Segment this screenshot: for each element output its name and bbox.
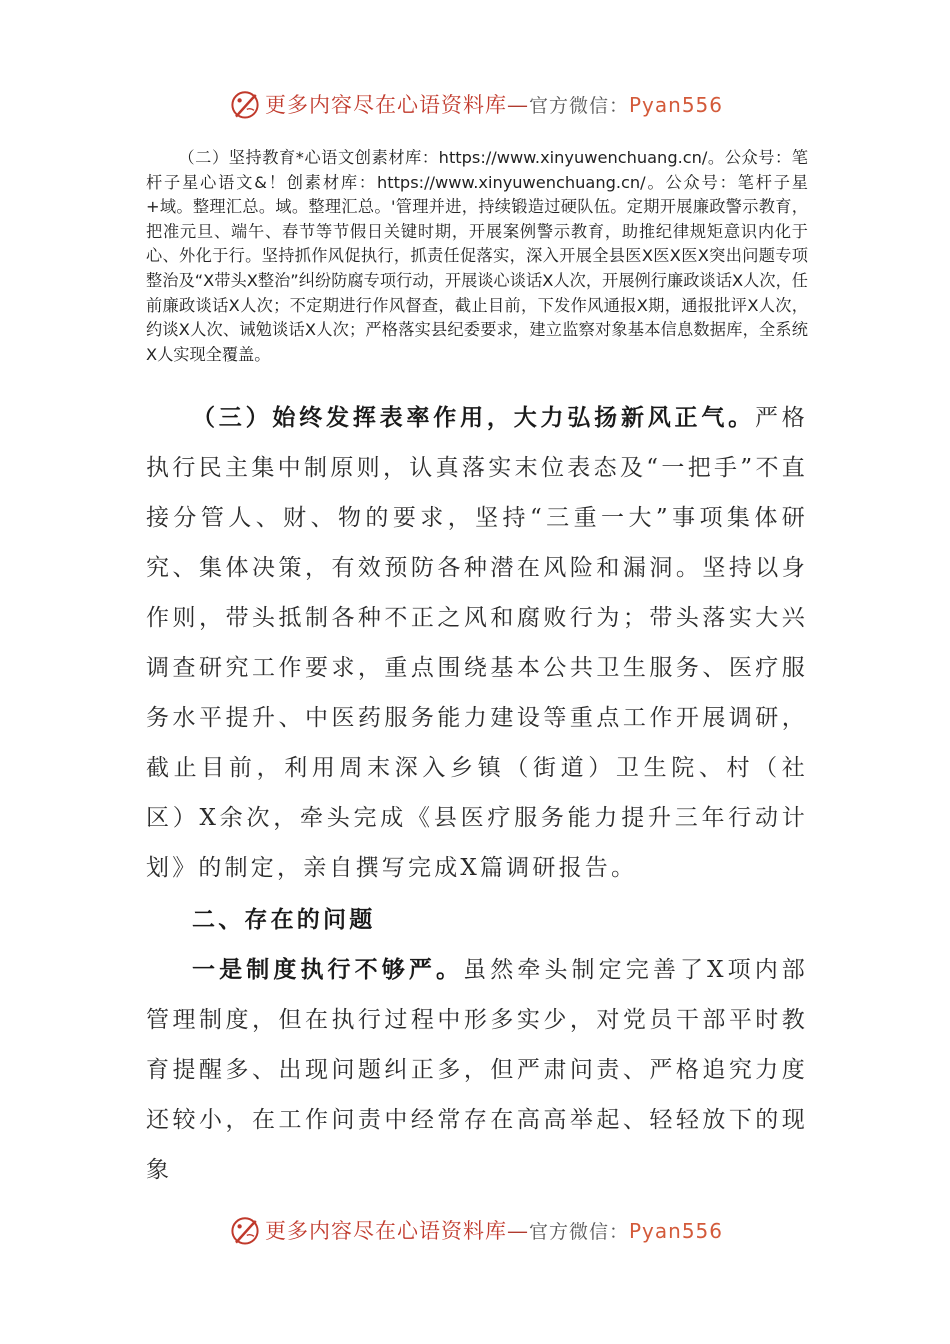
pen-nib-logo-icon [227, 86, 263, 122]
paragraph-three-body: 严格执行民主集中制原则，认真落实末位表态及“一把手”不直接分管人、财、物的要求，坚持“三重一大”事项集体研究、集体决策，有效预防各种潜在风险和漏洞。坚持以身作则，带头抵制各种不正之风和腐败行为；带头落实大兴调查研究工作要求，重点围绕基本公共卫生服务、医疗服务水平提升、中医药服务能力建设等重点工作开展调研，截止目前，利用周末深入乡镇（街道）卫生院、村（社区）X余次，牵头完成《县医疗服务能力提升三年行动计划》的制定，亲自撰写完成X篇调研报告。 [146, 405, 808, 881]
section-heading: 二、存在的问题 [192, 906, 376, 933]
banner-wechat-id: Pyan556 [629, 93, 724, 117]
banner-wechat-id: Pyan556 [629, 1219, 724, 1243]
banner-brand-text: 更多内容尽在心语资料库 [264, 93, 507, 117]
banner-wechat-label: 官方微信： [528, 95, 629, 117]
paragraph-four-lead: 一是制度执行不够严。 [192, 956, 464, 983]
paragraph-three [146, 393, 808, 893]
footer-banner [0, 1210, 950, 1250]
small-paragraph: （二）坚持教育*心语文创素材库：https://www.xinyuwenchuang.cn/。公众号：笔杆子星心语文&！创素材库：https://www.xinyuwenchuang.cn/。公众号：笔杆子星+域。整理汇总。域。整理汇总。'管理并进，持续锻造过硬队伍。定期开展廉政警示教育，把准元旦、端午、春节等节假日关键时期，开展案例警示教育，助推纪律规矩意识内化于心、外化于行。坚持抓作风促执行，抓责任促落实，深入开展全县医X医X医X突出问题专项整治及“X带头X整治”纠纷防腐专项行动，开展谈心谈话X人次，开展例行廉政谈话X人次，任前廉政谈话X人次；不定期进行作风督查，截止目前，下发作风通报X期，通报批评X人次，约谈X人次、诫勉谈话X人次；严格落实县纪委要求，建立监察对象基本信息数据库，全系统X人实现全覆盖。 [146, 148, 808, 364]
paragraph-four [146, 945, 808, 1195]
paragraph-four-body: 虽然牵头制定完善了X项内部管理制度，但在执行过程中形多实少，对党员干部平时教育提醒多、出现问题纠正多，但严肃问责、严格追究力度还较小，在工作问责中经常存在高高举起、轻轻放下的现象 [146, 957, 809, 1183]
header-banner [0, 84, 950, 124]
banner-brand-text: 更多内容尽在心语资料库 [264, 1219, 507, 1243]
banner-wechat-label: 官方微信： [528, 1221, 629, 1243]
paragraph-three-lead: （三）始终发挥表率作用，大力弘扬新风正气。 [192, 404, 755, 431]
banner-dash: — [506, 93, 529, 117]
pen-nib-logo-icon [227, 1212, 263, 1248]
banner-dash: — [506, 1219, 529, 1243]
